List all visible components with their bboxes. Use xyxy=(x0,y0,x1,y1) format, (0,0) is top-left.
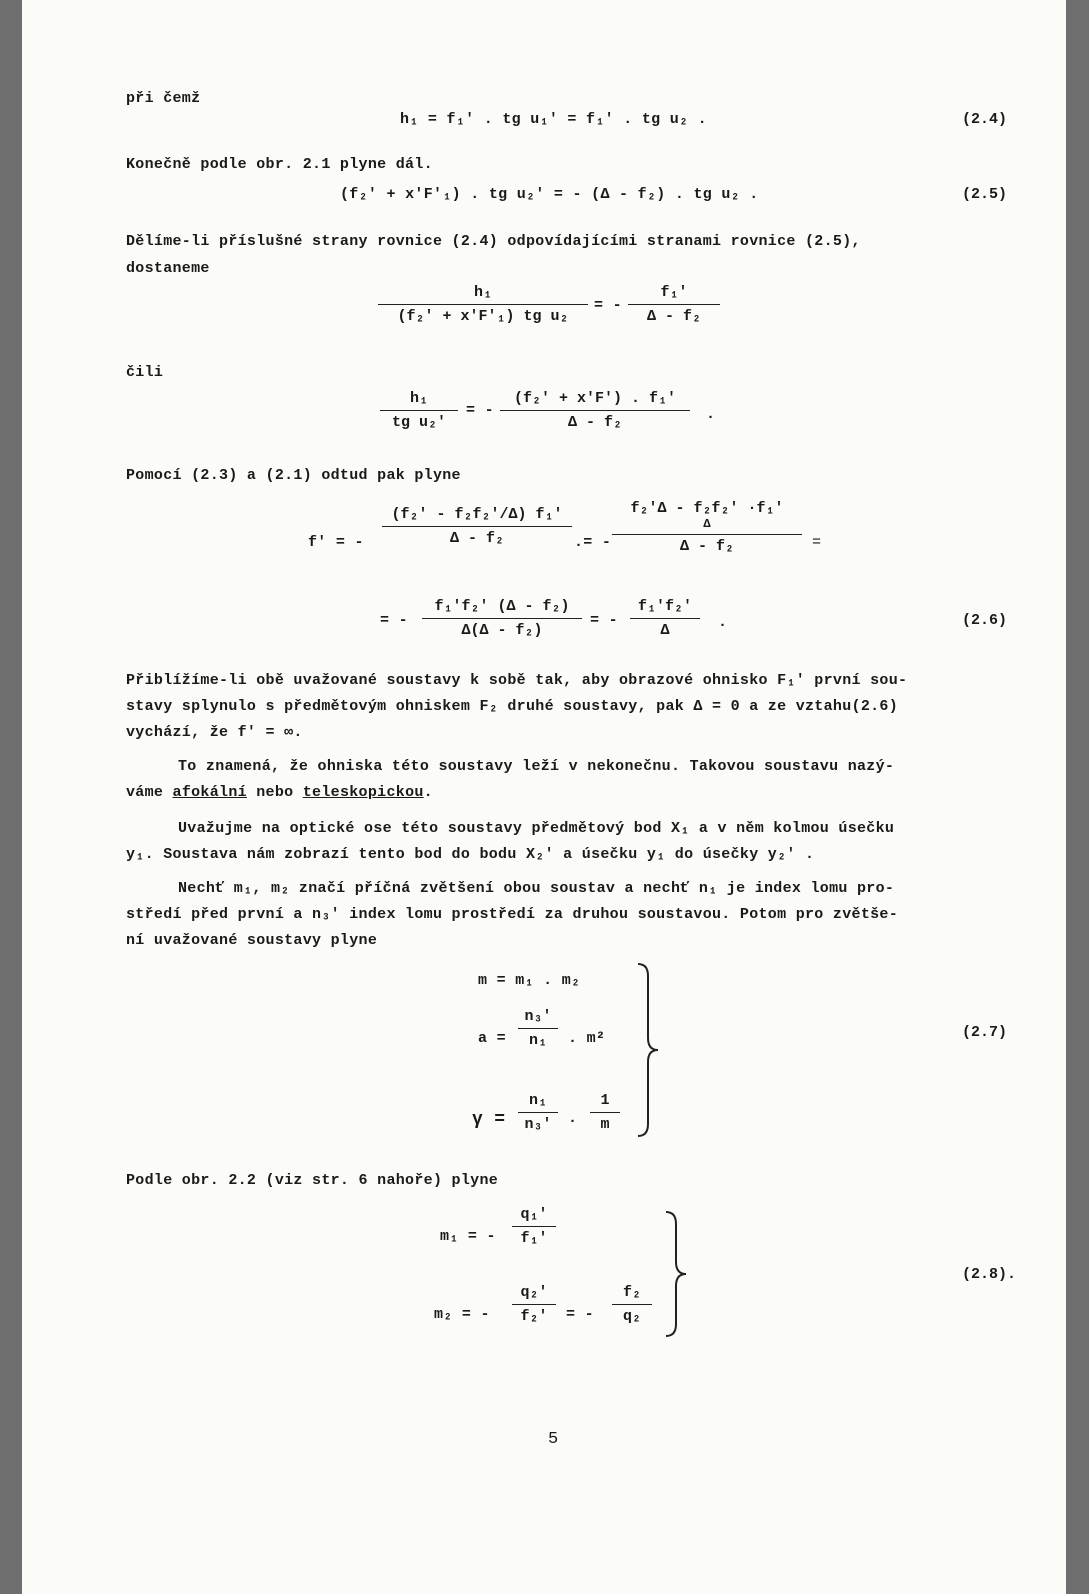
denominator: Δ xyxy=(660,622,670,639)
numerator: f₂ xyxy=(612,1284,652,1305)
equation-rhs: . m² xyxy=(568,1030,606,1047)
fraction xyxy=(380,390,458,431)
numerator: q₂' xyxy=(512,1284,556,1305)
denominator: Δ - f₂ xyxy=(646,308,701,325)
text-line: dostaneme xyxy=(126,260,210,277)
term-afokalni: afokální xyxy=(172,784,247,801)
denominator: (f₂' + x'F'₁) tg u₂ xyxy=(397,308,569,325)
equation-number: (2.6) xyxy=(962,612,1008,629)
text-line: To znamená, že ohniska této soustavy leží v nekonečnu. Takovou soustavu nazý- xyxy=(178,758,895,775)
equals-sign: = - xyxy=(466,402,494,419)
fraction xyxy=(382,506,572,547)
numerator: (f₂' - f₂f₂'/Δ) f₁' xyxy=(382,506,572,527)
text-line: Podle obr. 2.2 (viz str. 6 nahoře) plyne xyxy=(126,1172,499,1189)
denominator: f₁' xyxy=(520,1230,548,1247)
denominator: q₂ xyxy=(622,1308,641,1325)
period: . xyxy=(706,406,716,423)
text-fragment: nebo xyxy=(246,784,303,801)
fraction xyxy=(500,390,690,431)
denominator: tg u₂' xyxy=(391,414,446,431)
denominator: Δ(Δ - f₂) xyxy=(461,622,543,639)
dot: . xyxy=(568,1110,578,1127)
equals-sign: = - xyxy=(566,1306,594,1323)
denominator: n₁ xyxy=(528,1032,547,1049)
text-line: Dělíme-li příslušné strany rovnice (2.4) odpovídajícími stranami rovnice (2.5), xyxy=(126,233,861,250)
fraction xyxy=(422,598,582,639)
denominator: Δ - f₂ xyxy=(679,538,734,555)
text-line: Konečně podle obr. 2.1 plyne dál. xyxy=(126,156,433,173)
equation-number: (2.7) xyxy=(962,1024,1008,1041)
numerator: q₁' xyxy=(512,1206,556,1227)
right-brace-icon xyxy=(634,960,662,1140)
denominator: Δ - f₂ xyxy=(567,414,622,431)
text-line: vychází, že f' = ∞. xyxy=(126,724,303,741)
text-line: čili xyxy=(126,364,164,381)
equation-m: m = m₁ . m₂ xyxy=(478,972,581,989)
equation-2-5: (f₂' + x'F'₁) . tg u₂' = - (Δ - f₂) . tg u₂ . xyxy=(340,186,759,203)
fraction xyxy=(590,1092,620,1133)
equation-number: (2.8). xyxy=(962,1266,1017,1283)
text-line: stavy splynulo s předmětovým ohniskem F₂ druhé soustavy, pak Δ = 0 a ze vztahu(2.6) xyxy=(126,698,899,715)
f-prime: f' = - xyxy=(308,534,364,551)
numerator: f₁'f₂' xyxy=(630,598,700,619)
equation-lhs: γ = xyxy=(472,1110,506,1130)
fraction xyxy=(612,1284,652,1325)
equals-sign: = - xyxy=(590,612,618,629)
equals-sign: = - xyxy=(594,297,622,314)
denominator: n₃' xyxy=(524,1116,552,1133)
equation-2-4: h₁ = f₁' . tg u₁' = f₁' . tg u₂ . xyxy=(400,111,707,128)
text-line: Uvažujme na optické ose této soustavy předmětový bod X₁ a v něm kolmou úsečku xyxy=(178,820,895,837)
text-line: y₁. Soustava nám zobrazí tento bod do bodu X₂' a úsečku y₁ do úsečky y₂' . xyxy=(126,846,815,863)
fraction xyxy=(378,284,588,325)
numerator: h₁ xyxy=(378,284,588,305)
fraction xyxy=(512,1284,556,1325)
period: . xyxy=(718,614,728,631)
numerator: h₁ xyxy=(380,390,458,411)
text-line: Pomocí (2.3) a (2.1) odtud pak plyne xyxy=(126,467,461,484)
fraction xyxy=(612,500,802,555)
numerator: f₁' xyxy=(628,284,720,305)
page-number: 5 xyxy=(548,1430,559,1449)
numerator: f₁'f₂' (Δ - f₂) xyxy=(422,598,582,619)
numerator: n₃' xyxy=(518,1008,558,1029)
fraction xyxy=(518,1092,558,1133)
denominator: f₂' xyxy=(520,1308,548,1325)
right-brace-icon xyxy=(662,1208,690,1340)
term-teleskopickou: teleskopickou xyxy=(302,784,424,801)
text-fragment: váme xyxy=(126,784,173,801)
text-line: Nechť m₁, m₂ značí příčná zvětšení obou soustav a nechť n₁ je index lomu pro- xyxy=(178,880,895,897)
text-line: Přiblížíme-li obě uvažované soustavy k sobě tak, aby obrazové ohnisko F₁' první sou- xyxy=(126,672,908,689)
equals-sign: = - xyxy=(380,612,408,629)
equals-sign: .= - xyxy=(574,534,612,551)
text-line xyxy=(126,784,433,801)
equation-lhs: m₂ = - xyxy=(434,1306,490,1323)
numerator: (f₂' + x'F') . f₁' xyxy=(500,390,690,411)
document-page xyxy=(22,0,1066,1594)
numerator: f₂'Δ - f₂f₂' ·f₁' xyxy=(630,500,784,517)
equation-number: (2.5) xyxy=(962,186,1008,203)
numerator: 1 xyxy=(590,1092,620,1113)
equation-number: (2.4) xyxy=(962,111,1008,128)
numerator: n₁ xyxy=(518,1092,558,1113)
numerator-sub: Δ xyxy=(612,517,802,535)
denominator: m xyxy=(600,1116,610,1133)
fraction xyxy=(628,284,720,325)
text-line: středí před první a n₃' index lomu prostředí za druhou soustavou. Potom pro zvětše- xyxy=(126,906,899,923)
fraction xyxy=(512,1206,556,1247)
fraction xyxy=(630,598,700,639)
equation-lhs: a = xyxy=(478,1030,506,1047)
text-line: ní uvažované soustavy plyne xyxy=(126,932,378,949)
text-fragment: . xyxy=(423,784,433,801)
equation-lhs: m₁ = - xyxy=(440,1228,496,1245)
fraction xyxy=(518,1008,558,1049)
text-line: při čemž xyxy=(126,90,201,107)
equals-sign: = xyxy=(812,534,822,551)
denominator: Δ - f₂ xyxy=(449,530,504,547)
